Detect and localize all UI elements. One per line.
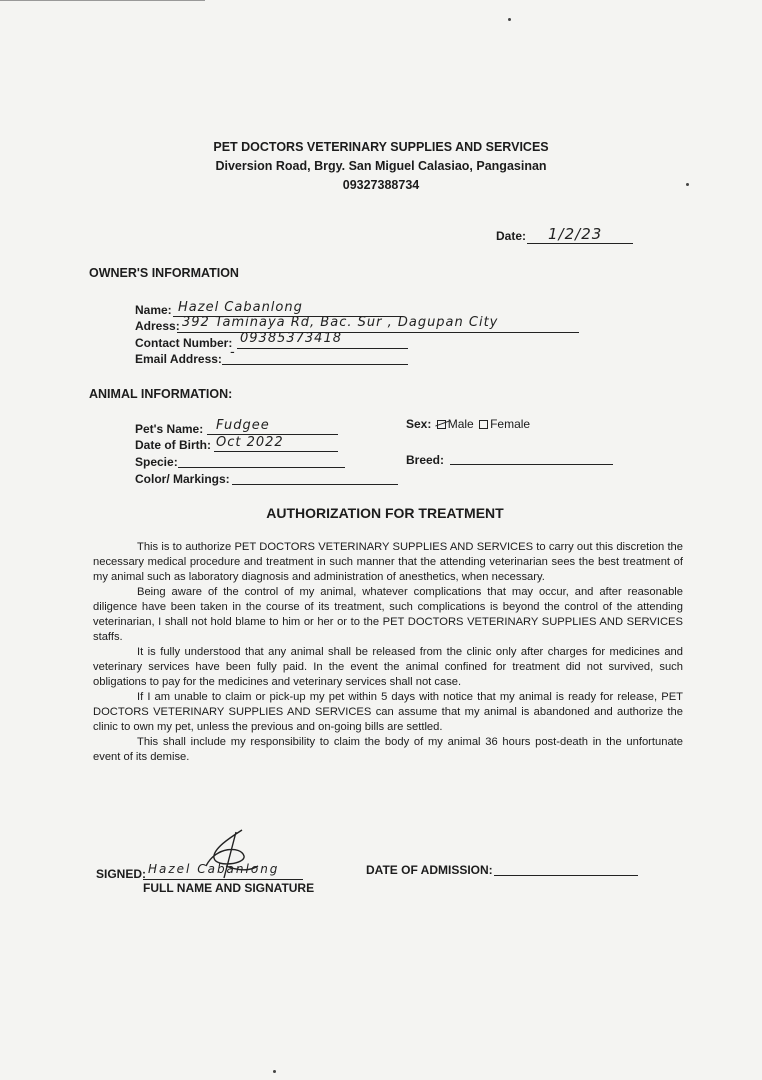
- dob-label: Date of Birth:: [135, 438, 211, 452]
- date-label: Date:: [496, 229, 527, 243]
- signed-label: SIGNED:: [96, 867, 147, 881]
- owner-address-field[interactable]: 392 Taminaya Rd, Bac. Sur , Dagupan City: [182, 315, 499, 330]
- scan-edge: [0, 0, 205, 1]
- business-address: Diversion Road, Brgy. San Miguel Calasiao, Pangasinan: [215, 159, 547, 173]
- admission-date-line[interactable]: [494, 875, 638, 876]
- authorization-paragraph: This shall include my responsibility to claim the body of my animal 36 hours post-death in the unfortunate event of its demise.: [93, 736, 683, 763]
- letterhead: [0, 138, 762, 195]
- authorization-body: [93, 540, 683, 765]
- owner-contact-line: [237, 348, 408, 349]
- breed-line[interactable]: [450, 464, 613, 465]
- sex-label: Sex:: [406, 417, 432, 431]
- female-label: Female: [490, 417, 531, 431]
- date-line: [527, 243, 633, 244]
- date-value[interactable]: 1/2/23: [548, 225, 603, 243]
- breed-label: Breed:: [406, 453, 445, 467]
- owner-contact-field[interactable]: 09385373418: [240, 331, 342, 346]
- authorization-paragraph: This is to authorize PET DOCTORS VETERINARY SUPPLIES AND SERVICES to carry out this discretion the necessary medical procedure and treatment in such manner that the attending veterinarian sees the best treatment of my animal such as laboratory diagnosis and administration of anesthetics, when necessary.: [93, 541, 683, 583]
- scan-speck: [273, 1070, 276, 1073]
- sex-field: [406, 417, 530, 431]
- dob-field[interactable]: Oct 2022: [216, 435, 284, 450]
- owner-name-field[interactable]: Hazel Cabanlong: [178, 300, 303, 315]
- color-markings-line[interactable]: [232, 484, 398, 485]
- business-name: PET DOCTORS VETERINARY SUPPLIES AND SERVICES: [213, 140, 549, 154]
- male-label: Male: [447, 417, 474, 431]
- owner-section-title: OWNER'S INFORMATION: [89, 266, 239, 280]
- authorization-paragraph: If I am unable to claim or pick-up my pet within 5 days with notice that my animal is ready for release, PET DOCTORS VETERINARY SUPPLIES AND SERVICES can assume that my animal is abandoned and authorize the clinic to own my pet, unless the previous and on-going bills are settled.: [93, 691, 683, 733]
- admission-date-label: DATE OF ADMISSION:: [366, 863, 493, 877]
- female-checkbox[interactable]: [479, 420, 488, 429]
- specie-label: Specie:: [135, 455, 178, 469]
- signature-scribble-icon: [196, 826, 266, 886]
- owner-email-line: [222, 364, 408, 365]
- signature-caption: FULL NAME AND SIGNATURE: [143, 881, 315, 895]
- animal-section-title: ANIMAL INFORMATION:: [89, 387, 233, 401]
- owner-address-label: Adress:: [135, 319, 180, 333]
- color-markings-label: Color/ Markings:: [135, 472, 230, 486]
- owner-name-label: Name:: [135, 303, 172, 317]
- owner-email-field[interactable]: -: [230, 345, 236, 360]
- dob-line: [214, 451, 338, 452]
- owner-contact-label: Contact Number:: [135, 336, 233, 350]
- business-phone: 09327388734: [342, 178, 420, 192]
- male-checkbox[interactable]: [437, 420, 446, 429]
- authorization-paragraph: It is fully understood that any animal shall be released from the clinic only after charges for medicines and veterinary services have been fully paid. In the event the animal confined for treatment did not survived, such obligations to pay for the medicines and veterinary services shall not case.: [93, 646, 683, 688]
- signed-name-field[interactable]: Hazel Cabanlong: [148, 862, 280, 876]
- authorization-paragraph: Being aware of the control of my animal, whatever complications that may occur, and after reasonable diligence have been taken in the course of its treatment, such complications is beyond the control of the attending veterinarian, I shall not hold blame to him or her or to the PET DOCTORS VETERINARY SUPPLIES AND SERVICES staffs.: [93, 586, 683, 643]
- pet-name-label: Pet's Name:: [135, 422, 204, 436]
- scan-speck: [508, 18, 511, 21]
- owner-address-line: [177, 332, 579, 333]
- owner-email-label: Email Address:: [135, 352, 222, 366]
- specie-line[interactable]: [178, 467, 345, 468]
- authorization-title: AUTHORIZATION FOR TREATMENT: [266, 505, 504, 521]
- pet-name-field[interactable]: Fudgee: [216, 418, 270, 433]
